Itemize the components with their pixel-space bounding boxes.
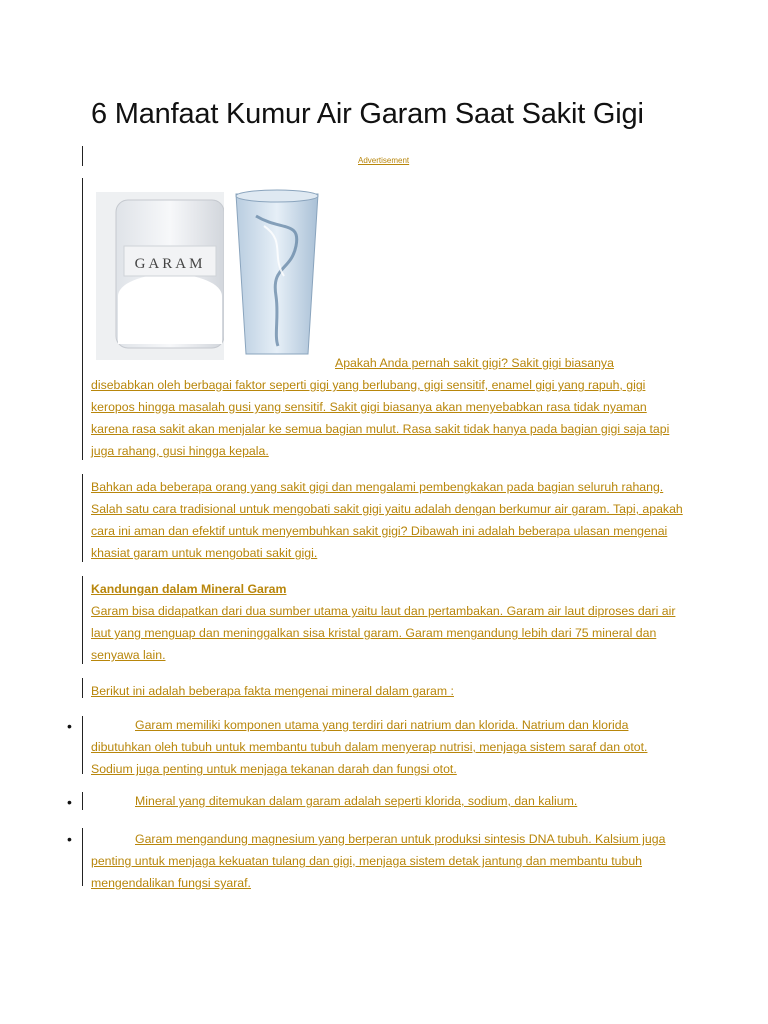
paragraph-intro[interactable]: disebabkan oleh berbagai faktor seperti gigi yang berlubang, gigi sensitif, enamel gigi yang rapuh, gigi keropos hingga masalah gusi yang sensitif. Sakit gigi biasanya akan menyebabkan rasa tidak nyaman karena rasa sakit akan menjalar ke semua bagian mulut. Rasa sakit tidak hanya pada bagian gigi saja tapi juga rahang, gusi hingga kepala. <box>91 378 670 458</box>
paragraph-4[interactable]: Berikut ini adalah beberapa fakta mengenai mineral dalam garam : <box>91 684 454 698</box>
salt-water-illustration <box>96 186 332 364</box>
left-border <box>82 576 83 664</box>
bullet-item-2-text[interactable]: Mineral yang ditemukan dalam garam adalah seperti klorida, sodium, dan kalium. <box>135 794 578 808</box>
bullet-item-2[interactable] <box>91 790 691 812</box>
bullet-item-1-text[interactable]: Garam memiliki komponen utama yang terdiri dari natrium dan klorida. Natrium dan klorida dibutuhkan oleh tubuh untuk membantu tubuh dalam menyerap nutrisi, menjaga sistem saraf dan otot. Sodium juga penting untuk menjaga tekanan darah dan fungsi otot. <box>91 718 648 776</box>
advertisement-link[interactable]: Advertisement <box>358 156 410 165</box>
left-border <box>82 678 83 698</box>
bullet-dot: • <box>67 831 72 847</box>
bullet-item-1[interactable] <box>91 714 681 780</box>
jar-label-text: GARAM <box>134 256 206 272</box>
left-border <box>82 828 83 886</box>
paragraph-2[interactable]: Bahkan ada beberapa orang yang sakit gigi dan mengalami pembengkakan pada bagian seluruh rahang. Salah satu cara tradisional untuk mengobati sakit gigi yaitu adalah dengan berkumur air garam. Tapi, apakah cara ini aman dan efektif untuk menyembuhkan sakit gigi? Dibawah ini adalah beberapa ulasan mengenai khasiat garam untuk mengobati sakit gigi. <box>91 480 683 560</box>
bullet-dot: • <box>67 718 72 734</box>
salt-and-water-image <box>96 186 332 364</box>
section-heading[interactable]: Kandungan dalam Mineral Garam <box>91 582 287 596</box>
left-border <box>82 474 83 562</box>
page-title: 6 Manfaat Kumur Air Garam Saat Sakit Gigi <box>91 98 644 130</box>
bullet-dot: • <box>67 794 72 810</box>
left-border <box>82 716 83 774</box>
bullet-item-3-text[interactable]: Garam mengandung magnesium yang berperan untuk produksi sintesis DNA tubuh. Kalsium juga penting untuk menjaga kekuatan tulang dan gigi, menjaga sistem detak jantung dan membantu tubuh mengendalikan fungsi syaraf. <box>91 832 666 890</box>
left-border <box>82 146 83 166</box>
bullet-item-3[interactable] <box>91 828 685 894</box>
left-border <box>82 178 83 460</box>
paragraph-intro-start[interactable]: Apakah Anda pernah sakit gigi? Sakit gigi biasanya <box>335 356 614 370</box>
left-border <box>82 792 83 810</box>
paragraph-3[interactable]: Garam bisa didapatkan dari dua sumber utama yaitu laut dan pertambakan. Garam air laut diproses dari air laut yang menguap dan meninggalkan sisa kristal garam. Garam mengandung lebih dari 75 mineral dan senyawa lain. <box>91 604 676 662</box>
